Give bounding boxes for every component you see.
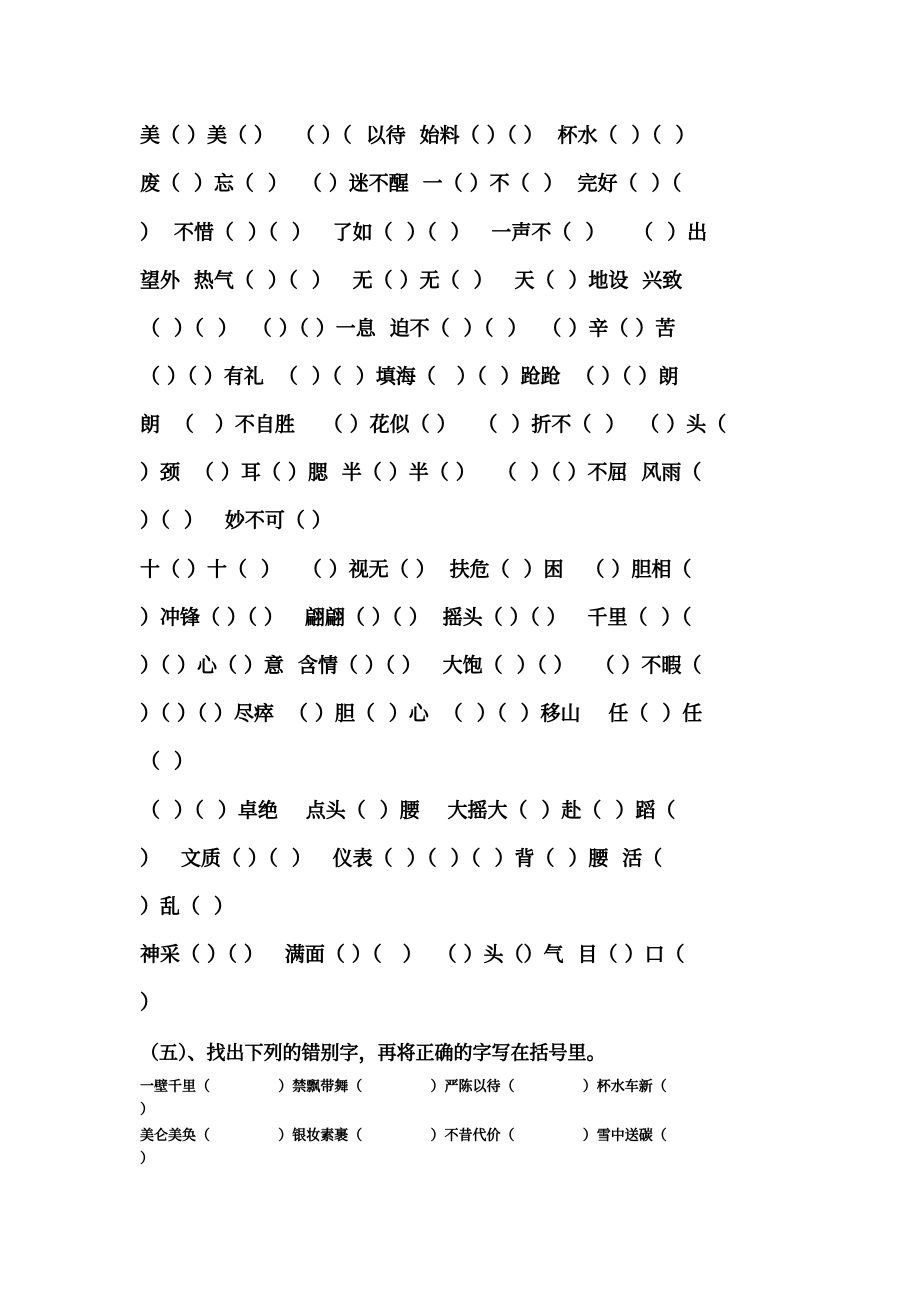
section-five-heading: （五）、找出下列的错别字，再将正确的字写在括号里。 <box>140 1042 606 1064</box>
idiom-line-3: ） 不惜（ ）（ ） 了如（ ）（ ） 一声不（ ） （ ）出 <box>140 220 708 244</box>
idiom-line-2: 废（ ）忘（ ） （ ）迷不醒 一（ ）不（ ） 完好（ ）（ <box>140 171 682 195</box>
idiom-line-17: ）乱（ ） <box>140 894 234 918</box>
typo-line-2: 美仑美奂（ ）银妆素裹（ ）不昔代价（ ）雪中送碳（ <box>140 1128 667 1144</box>
idiom-line-14: （ ） <box>140 749 194 773</box>
idiom-line-19: ） <box>140 990 160 1014</box>
idiom-line-1: 美（ ）美（ ） （ ）（ 以待 始料（ ）（ ） 杯水（ ）（ ） <box>140 123 696 147</box>
idiom-line-5: （ ）（ ） （ ）（ ）一息 迫不（ ）（ ） （ ）辛（ ）苦 <box>140 316 676 340</box>
idiom-line-13: ）（ ）（ ）尽瘁 （ ）胆（ ）心 （ ）（ ）移山 任（ ）任 <box>140 701 703 725</box>
idiom-line-9: ）（ ） 妙不可（ ） <box>140 508 332 532</box>
idiom-line-8: ）颈 （ ）耳（ ）腮 半（ ）半（ ） （ ）（ ）不屈 风雨（ <box>140 460 702 484</box>
typo-line-2-cont: ） <box>140 1151 154 1167</box>
idiom-line-11: ）冲锋（ ）（ ） 翩翩（ ）（ ） 摇头（ ）（ ） 千里（ ）（ <box>140 605 692 629</box>
idiom-line-15: （ ）（ ）卓绝 点头（ ）腰 大摇大（ ）赴（ ）蹈（ <box>140 798 676 822</box>
idiom-line-12: ）（ ）心（ ）意 含情（ ）（ ） 大饱（ ）（ ） （ ）不暇（ <box>140 653 702 677</box>
idiom-line-10: 十（ ）十（ ） （ ）视无（ ） 扶危（ ）困 （ ）胆相（ <box>140 557 692 581</box>
idiom-line-6: （ ）（ ）有礼 （ ）（ ）填海（ ）（ ）跄跄 （ ）（ ）朗 <box>140 364 679 388</box>
idiom-line-18: 神采（ ）（ ） 满面（ ）（ ） （ ）头（）气 目（ ）口（ <box>140 942 685 966</box>
typo-line-1-cont: ） <box>140 1102 154 1118</box>
typo-line-1: 一壁千里（ ）禁飘带舞（ ）严陈以待（ ）杯水车新（ <box>140 1079 667 1095</box>
idiom-line-7: 朗 （ ）不自胜 （ ）花似（ ） （ ）折不（ ） （ ）头（ <box>140 412 727 436</box>
idiom-line-16: ） 文质（ ）（ ） 仪表（ ）（ ）（ ）背（ ）腰 活（ <box>140 846 663 870</box>
idiom-line-4: 望外 热气（ ）（ ） 无（ ）无（ ） 天（ ）地设 兴致 <box>140 268 683 292</box>
